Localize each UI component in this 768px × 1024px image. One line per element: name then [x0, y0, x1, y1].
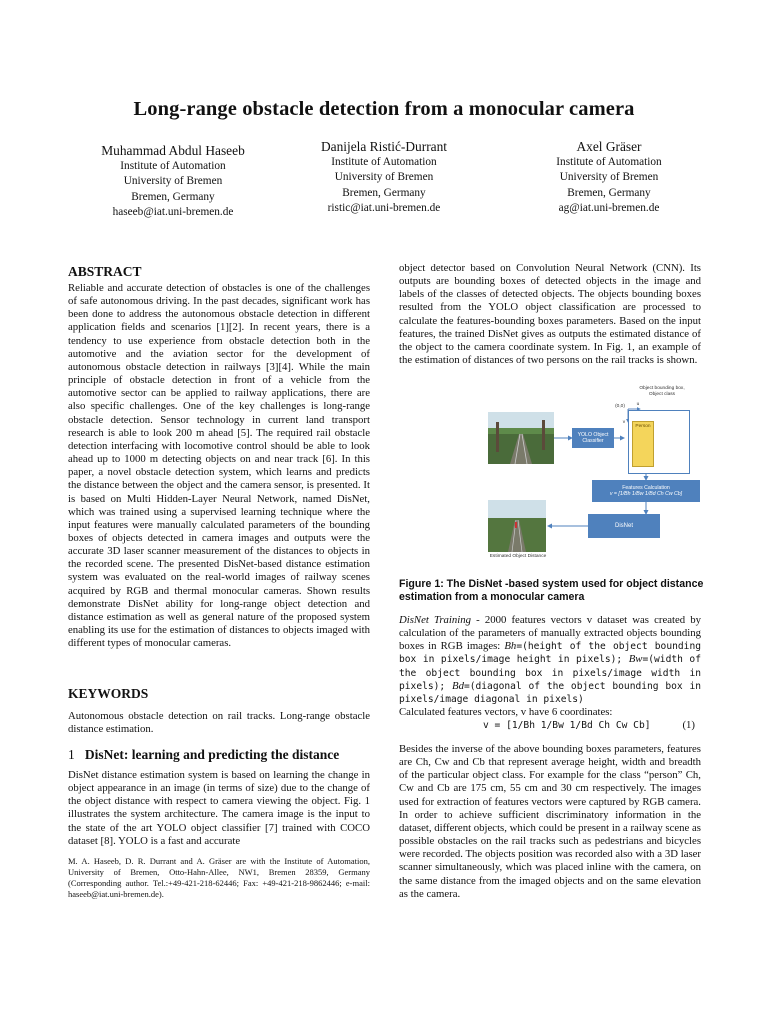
author-affiliation: Institute of Automation [120, 160, 226, 172]
abstract-heading: ABSTRACT [68, 264, 142, 279]
bw-symbol: Bw [628, 653, 643, 666]
bh-symbol: Bh [504, 640, 517, 653]
author-email[interactable]: ag@iat.uni-bremen.de [558, 202, 660, 215]
figure-1-caption: Figure 1: The DisNet -based system used for object distance estimation from a monocular camera [399, 578, 704, 604]
author-city: Bremen, Germany [342, 186, 426, 199]
v-axis-label: v [622, 420, 626, 425]
author-block-2 [267, 138, 501, 217]
person-label: Person [635, 424, 651, 429]
author-affiliation: Institute of Automation [331, 156, 437, 168]
bd-symbol: Bd [452, 679, 464, 692]
disnet-box: DisNet [588, 514, 660, 538]
author-block-3 [492, 138, 726, 217]
bd-definition: =(diagonal of the object bounding box in pixels/image diagonal in pixels) [399, 680, 702, 705]
bw-definition: =(width of the object bounding box in pixels/image width in pixels); [399, 654, 701, 692]
bh-definition: =(height of the object bounding box in pixels/image height in pixels); [399, 641, 701, 666]
right-para-1-text: object detector based on Convolution Neural Network (CNN). Its outputs are bounding boxes of detected objects in the image and labels of the classes of detected objects. The objects bounding boxes resulted from the YOLO object classification are processed to calculate the features-bounding boxes parameters. Based on the input features, the trained DisNet gives as outputs the estimated distance of the object to the camera coordinate system. In Fig. 1, an example of the estimation of distances of two persons on the rail tracks is shown. [399, 262, 701, 367]
bbox-label: Object bounding box, Object class [639, 386, 685, 397]
keywords-body [68, 710, 370, 736]
estimated-distance-photo [488, 500, 546, 552]
author-name: Axel Gräser [576, 139, 642, 154]
section-1-text: DisNet distance estimation system is based on learning the change in object appearance in an image (in terms of size) due to the change of the object distance with respect to camera viewing the object. Fig. 1 illustrates the system architecture. The camera image is the input to the state of the art YOLO object classifier [7] trained with COCO dataset [8]. YOLO is a fast and accurate [68, 769, 370, 847]
footnote [68, 856, 370, 900]
features-title: Features Calculation [622, 485, 670, 491]
equation-text: v = [1/Bh 1/Bw 1/Bd Ch Cw Cb] [483, 720, 651, 732]
right-para-1 [399, 262, 701, 367]
author-university: University of Bremen [334, 171, 434, 184]
section-1-heading [68, 747, 339, 763]
author-university: University of Bremen [123, 175, 223, 188]
yolo-classifier-box: YOLO Object Classifier [572, 428, 614, 448]
camera-image-photo [488, 412, 554, 464]
keywords-text: Autonomous obstacle detection on rail tracks. Long-range obstacle distance estimation. [68, 710, 370, 736]
author-name: Danijela Ristić-Durrant [320, 139, 448, 154]
origin-label: (0,0) [615, 404, 625, 409]
paper-title: Long-range obstacle detection from a monocular camera [133, 98, 635, 120]
author-city: Bremen, Germany [131, 190, 215, 203]
author-city: Bremen, Germany [567, 186, 651, 199]
features-formula: v = [1/Bh 1/Bw 1/Bd Ch Cw Cb] [609, 491, 683, 497]
footnote-text: M. A. Haseeb, D. R. Durrant and A. Gräser are with the Institute of Automation, University of Bremen, Otto-Hahn-Allee, NW1, Bremen 28359, Germany (Corresponding author. Tel.:+49-421-218-62446; Fax: +49-421-218-9862446; e-mail: haseeb@iat.uni-bremen.de). [68, 856, 370, 899]
section-title: DisNet: learning and predicting the distance [84, 747, 340, 762]
equation-1 [399, 719, 701, 733]
abstract-body [68, 282, 370, 650]
right-para-3-text: Besides the inverse of the above bounding boxes parameters, features are Ch, Cw and Cb that represent average height, width and breadth of the particular object class. For example for the class “person” Ch, Cw and Cb are 175 cm, 55 cm and 30 cm respectively. The images used for extraction of features vectors were captured by RGB camera. In order to achieve sufficient discriminatory information in the dataset, different objects, which could be present in a railway scene as possible obstacles on the rail tracks such as pedestrians and bicycles were recorded. The objects position was recorded also with a 3D laser scanner simultaneously, which was placed inline with the camera, on the same distance from the imaged objects and on the same elevation as the camera. [399, 743, 701, 900]
railway-photo-illustration-2 [488, 500, 546, 552]
author-university: University of Bremen [559, 171, 659, 184]
u-axis-label: u [636, 402, 640, 407]
author-email[interactable]: ristic@iat.uni-bremen.de [327, 202, 441, 215]
author-email[interactable]: haseeb@iat.uni-bremen.de [112, 206, 234, 219]
railway-photo-illustration [488, 412, 554, 464]
training-label: DisNet Training [399, 614, 472, 626]
training-intro: - 2000 features vectors v dataset was created by calculation of the parameters of manually extracted objects bounding boxes in RGB images: [399, 614, 701, 653]
abstract-text: Reliable and accurate detection of obstacles is one of the challenges of safe autonomous driving. In the past decades, significant work has been done to address the autonomous obstacle detection in different application fields and scenarios [1][2]. In recent years, there is a tendency to use experience from obstacle detection both in the automotive and the aviation sector for the development of autonomous obstacle detection in railways [3][4]. While the main principle of obstacle detection in front of a vehicle from the automotive sector can be applied to railway applications, there are also specific challenges. One of the key challenges is long-range obstacle detection. Sensor technology in current land transport research is able to look 200 m ahead [5]. The required rail obstacle detection interfacing with locomotive control should be able to look ahead up to 1000 m detecting objects on and near track [6]. In this paper, a novel obstacle detection system, which learns and predicts the distance between the object and the camera sensor, is presented. It is based on Multi Hidden-Layer Neural Network, named DisNet, which was trained using a supervised learning technique where the input features were manually calculated parameters of the bounding boxes of objects detected in camera images and outputs were the accurate 3D laser scanner measurement of the distances to objects in the recorded scene. The presented DisNet-based distance estimation system was evaluated on the real-world images of railway scenes acquired by RGB and thermal monocular cameras. Shown results demonstrate DisNet ability for long-range object detection and distance estimation as well as general nature of the proposed system enabling its use for the estimation of distances to objects imaged with different types of monocular cameras. [68, 282, 370, 650]
disnet-training-paragraph [399, 614, 701, 733]
right-para-3 [399, 743, 701, 901]
figure-1 [488, 386, 710, 566]
section-number: 1 [68, 747, 75, 762]
author-block-1 [56, 142, 290, 221]
equation-number: (1) [682, 719, 695, 732]
features-calculation-box [592, 480, 700, 502]
detection-image-frame [628, 410, 690, 474]
section-1-body [68, 769, 370, 848]
calc-line: Calculated features vectors, v have 6 coordinates: [399, 706, 613, 719]
disnet-training-text [399, 614, 701, 706]
estimated-distance-label: Estimated Object Distance [489, 554, 547, 559]
person-bounding-box [632, 421, 654, 467]
keywords-heading: KEYWORDS [68, 686, 149, 701]
author-name: Muhammad Abdul Haseeb [101, 143, 245, 158]
author-affiliation: Institute of Automation [556, 156, 662, 168]
